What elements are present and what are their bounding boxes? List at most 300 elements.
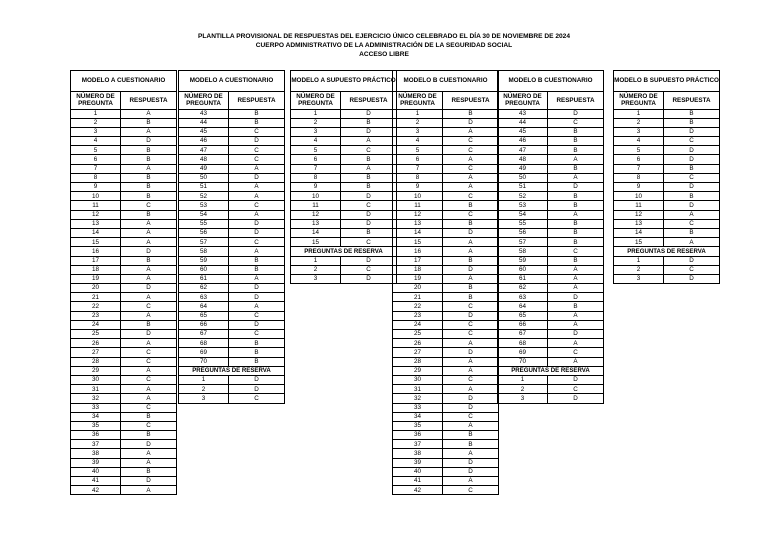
- answer-cell: A: [548, 265, 604, 274]
- answer-cell: D: [443, 394, 499, 403]
- answer-cell: B: [229, 256, 285, 265]
- answer-cell: A: [548, 339, 604, 348]
- answer-cell: A: [548, 284, 604, 293]
- question-number-cell: 55: [179, 219, 229, 228]
- question-number-cell: 24: [71, 320, 121, 329]
- table-row: [71, 477, 177, 486]
- question-number-cell: 14: [614, 228, 664, 237]
- answer-cell: C: [548, 118, 604, 127]
- reserve-question-number-cell: 1: [179, 375, 229, 384]
- answer-cell: A: [548, 155, 604, 164]
- table-row: [614, 155, 720, 164]
- question-number-cell: 20: [71, 284, 121, 293]
- question-number-cell: 29: [71, 366, 121, 375]
- table-row: [498, 228, 604, 237]
- question-number-cell: 50: [498, 173, 548, 182]
- answer-cell: B: [121, 210, 177, 219]
- question-number-cell: 55: [498, 219, 548, 228]
- question-number-cell: 21: [71, 293, 121, 302]
- question-number-cell: 17: [71, 256, 121, 265]
- table-row: [498, 302, 604, 311]
- column-header-answer: RESPUESTA: [229, 92, 285, 110]
- table-row: [393, 330, 499, 339]
- question-number-cell: 14: [291, 228, 341, 237]
- table-row: [71, 155, 177, 164]
- table-row: [393, 366, 499, 375]
- question-number-cell: 51: [179, 183, 229, 192]
- answer-cell: D: [443, 403, 499, 412]
- table-row: [498, 284, 604, 293]
- table-row: [71, 330, 177, 339]
- table-row: [179, 146, 285, 155]
- question-number-cell: 53: [498, 201, 548, 210]
- question-number-cell: 64: [179, 302, 229, 311]
- question-number-cell: 45: [179, 127, 229, 136]
- answer-cell: B: [664, 118, 720, 127]
- answer-cell: B: [548, 228, 604, 237]
- table-row: [179, 284, 285, 293]
- table-row: [393, 458, 499, 467]
- answer-cell: C: [443, 164, 499, 173]
- answer-cell: D: [121, 330, 177, 339]
- answer-cell: D: [229, 173, 285, 182]
- answer-cell: C: [229, 155, 285, 164]
- table-row: [393, 421, 499, 430]
- column-header-question-number: NÚMERO DE PREGUNTA: [614, 92, 664, 110]
- table-row: [179, 137, 285, 146]
- question-number-cell: 56: [179, 228, 229, 237]
- table-row: [179, 173, 285, 182]
- table-row: [393, 155, 499, 164]
- table-row: [393, 183, 499, 192]
- reserve-answer-cell: C: [229, 394, 285, 403]
- question-number-cell: 30: [71, 375, 121, 384]
- question-number-cell: 20: [393, 284, 443, 293]
- table-row: [393, 173, 499, 182]
- table-row: [291, 183, 397, 192]
- reserve-row: [179, 394, 285, 403]
- answer-cell: C: [548, 348, 604, 357]
- table-row: [498, 238, 604, 247]
- answer-cell: D: [548, 293, 604, 302]
- table-row: [291, 137, 397, 146]
- table-row: [393, 109, 499, 118]
- answer-cell: D: [341, 219, 397, 228]
- question-number-cell: 22: [71, 302, 121, 311]
- table-row: [71, 219, 177, 228]
- answer-cell: B: [121, 412, 177, 421]
- question-number-cell: 40: [393, 467, 443, 476]
- question-number-cell: 70: [498, 357, 548, 366]
- question-number-cell: 4: [393, 137, 443, 146]
- table-row: [71, 146, 177, 155]
- question-number-cell: 29: [393, 366, 443, 375]
- question-number-cell: 19: [393, 274, 443, 283]
- question-number-cell: 6: [291, 155, 341, 164]
- question-number-cell: 5: [71, 146, 121, 155]
- answer-cell: C: [548, 247, 604, 256]
- question-number-cell: 3: [614, 127, 664, 136]
- table-row: [393, 320, 499, 329]
- access-type: ACCESO LIBRE: [359, 51, 409, 59]
- answer-cell: C: [341, 238, 397, 247]
- answer-cell: B: [229, 118, 285, 127]
- answer-cell: A: [121, 127, 177, 136]
- table-row: [71, 486, 177, 495]
- answer-cell: B: [664, 109, 720, 118]
- column-header-row: [498, 92, 604, 110]
- answer-cell: A: [229, 247, 285, 256]
- answer-cell: B: [443, 219, 499, 228]
- reserve-questions-header: PREGUNTAS DE RESERVA: [179, 366, 285, 375]
- column-header-answer: RESPUESTA: [121, 92, 177, 110]
- question-number-cell: 13: [393, 219, 443, 228]
- reserve-answer-cell: D: [229, 375, 285, 384]
- answer-cell: A: [443, 366, 499, 375]
- answer-cell: C: [664, 173, 720, 182]
- reserve-question-number-cell: 2: [179, 385, 229, 394]
- question-number-cell: 52: [179, 192, 229, 201]
- answer-cell: B: [229, 348, 285, 357]
- reserve-answer-cell: D: [229, 385, 285, 394]
- table-row: [291, 238, 397, 247]
- answer-cell: B: [443, 440, 499, 449]
- table-row: [393, 348, 499, 357]
- table-row: [71, 339, 177, 348]
- reserve-row: [614, 274, 720, 283]
- question-number-cell: 57: [498, 238, 548, 247]
- answer-cell: C: [443, 412, 499, 421]
- table-row: [393, 403, 499, 412]
- question-number-cell: 38: [393, 449, 443, 458]
- question-number-cell: 60: [179, 265, 229, 274]
- reserve-row: [498, 394, 604, 403]
- reserve-question-number-cell: 3: [498, 394, 548, 403]
- question-number-cell: 14: [393, 228, 443, 237]
- answer-table-modelo-b-cuestionario-2: [497, 70, 604, 404]
- table-row: [71, 467, 177, 476]
- question-number-cell: 70: [179, 357, 229, 366]
- answer-cell: A: [664, 210, 720, 219]
- column-header-answer: RESPUESTA: [664, 92, 720, 110]
- answer-cell: D: [121, 247, 177, 256]
- answer-cell: B: [548, 127, 604, 136]
- question-number-cell: 62: [498, 284, 548, 293]
- answer-cell: D: [664, 183, 720, 192]
- column-header-question-number: NÚMERO DE PREGUNTA: [71, 92, 121, 110]
- question-number-cell: 2: [614, 118, 664, 127]
- answer-cell: A: [341, 164, 397, 173]
- reserve-question-number-cell: 2: [498, 385, 548, 394]
- table-row: [614, 210, 720, 219]
- question-number-cell: 69: [498, 348, 548, 357]
- question-number-cell: 66: [498, 320, 548, 329]
- table-row: [393, 339, 499, 348]
- question-number-cell: 25: [71, 330, 121, 339]
- question-number-cell: 46: [179, 137, 229, 146]
- question-number-cell: 18: [71, 265, 121, 274]
- question-number-cell: 2: [71, 118, 121, 127]
- answer-cell: D: [229, 137, 285, 146]
- answer-cell: A: [121, 385, 177, 394]
- question-number-cell: 12: [614, 210, 664, 219]
- table-row: [71, 421, 177, 430]
- answer-cell: D: [121, 137, 177, 146]
- answer-cell: C: [341, 146, 397, 155]
- table-row: [71, 164, 177, 173]
- answer-cell: B: [121, 192, 177, 201]
- answer-cell: C: [229, 127, 285, 136]
- answer-cell: A: [443, 339, 499, 348]
- answer-cell: A: [443, 155, 499, 164]
- reserve-questions-header: PREGUNTAS DE RESERVA: [498, 366, 604, 375]
- question-number-cell: 12: [71, 210, 121, 219]
- column-header-question-number: NÚMERO DE PREGUNTA: [393, 92, 443, 110]
- question-number-cell: 24: [393, 320, 443, 329]
- table-row: [393, 192, 499, 201]
- table-row: [179, 219, 285, 228]
- answer-cell: C: [443, 320, 499, 329]
- answer-cell: B: [664, 192, 720, 201]
- reserve-answer-cell: D: [548, 375, 604, 384]
- reserve-header-row: [291, 247, 397, 256]
- table-row: [71, 320, 177, 329]
- question-number-cell: 26: [393, 339, 443, 348]
- answer-cell: A: [121, 293, 177, 302]
- table-row: [393, 449, 499, 458]
- answer-cell: C: [121, 357, 177, 366]
- answer-cell: A: [121, 228, 177, 237]
- reserve-answer-cell: D: [664, 256, 720, 265]
- question-number-cell: 67: [498, 330, 548, 339]
- question-number-cell: 59: [179, 256, 229, 265]
- answer-cell: B: [443, 109, 499, 118]
- question-number-cell: 31: [393, 385, 443, 394]
- question-number-cell: 41: [393, 477, 443, 486]
- question-number-cell: 47: [179, 146, 229, 155]
- question-number-cell: 46: [498, 137, 548, 146]
- question-number-cell: 19: [71, 274, 121, 283]
- answer-cell: A: [121, 339, 177, 348]
- question-number-cell: 45: [498, 127, 548, 136]
- question-number-cell: 48: [179, 155, 229, 164]
- table-row: [614, 164, 720, 173]
- table-row: [71, 458, 177, 467]
- question-number-cell: 40: [71, 467, 121, 476]
- question-number-cell: 61: [498, 274, 548, 283]
- question-number-cell: 3: [71, 127, 121, 136]
- table-row: [393, 486, 499, 495]
- table-row: [71, 284, 177, 293]
- answer-cell: C: [443, 330, 499, 339]
- table-row: [393, 210, 499, 219]
- question-number-cell: 26: [71, 339, 121, 348]
- table-row: [614, 192, 720, 201]
- table-row: [71, 311, 177, 320]
- answer-cell: D: [443, 348, 499, 357]
- question-number-cell: 63: [179, 293, 229, 302]
- question-number-cell: 52: [498, 192, 548, 201]
- question-number-cell: 61: [179, 274, 229, 283]
- answer-cell: B: [443, 293, 499, 302]
- question-number-cell: 69: [179, 348, 229, 357]
- table-row: [71, 210, 177, 219]
- answer-cell: C: [664, 219, 720, 228]
- table-row: [393, 412, 499, 421]
- question-number-cell: 39: [71, 458, 121, 467]
- table-row: [498, 274, 604, 283]
- question-number-cell: 57: [179, 238, 229, 247]
- table-row: [179, 274, 285, 283]
- question-number-cell: 17: [393, 256, 443, 265]
- answer-cell: D: [443, 458, 499, 467]
- table-row: [393, 477, 499, 486]
- question-number-cell: 1: [71, 109, 121, 118]
- answer-cell: D: [443, 265, 499, 274]
- question-number-cell: 44: [179, 118, 229, 127]
- answer-cell: A: [121, 458, 177, 467]
- question-number-cell: 31: [71, 385, 121, 394]
- question-number-cell: 10: [71, 192, 121, 201]
- table-row: [179, 238, 285, 247]
- answer-cell: A: [121, 449, 177, 458]
- answer-cell: A: [443, 385, 499, 394]
- table-row: [393, 431, 499, 440]
- answer-cell: B: [664, 164, 720, 173]
- question-number-cell: 10: [291, 192, 341, 201]
- question-number-cell: 4: [614, 137, 664, 146]
- table-row: [393, 127, 499, 136]
- question-number-cell: 7: [614, 164, 664, 173]
- answer-cell: D: [664, 127, 720, 136]
- question-number-cell: 13: [291, 219, 341, 228]
- question-number-cell: 60: [498, 265, 548, 274]
- table-row: [393, 137, 499, 146]
- answer-cell: A: [121, 238, 177, 247]
- table-row: [614, 109, 720, 118]
- answer-cell: B: [121, 155, 177, 164]
- reserve-header-row: [179, 366, 285, 375]
- answer-cell: D: [341, 127, 397, 136]
- answer-cell: B: [664, 228, 720, 237]
- reserve-answer-cell: D: [341, 256, 397, 265]
- question-number-cell: 15: [291, 238, 341, 247]
- table-row: [393, 293, 499, 302]
- answer-cell: C: [443, 375, 499, 384]
- reserve-question-number-cell: 3: [291, 274, 341, 283]
- question-number-cell: 28: [71, 357, 121, 366]
- question-number-cell: 21: [393, 293, 443, 302]
- column-header-answer: RESPUESTA: [443, 92, 499, 110]
- answer-cell: A: [443, 247, 499, 256]
- answer-cell: C: [121, 201, 177, 210]
- answer-cell: D: [548, 109, 604, 118]
- column-header-row: [393, 92, 499, 110]
- table-row: [393, 256, 499, 265]
- table-row: [179, 109, 285, 118]
- answer-cell: D: [229, 293, 285, 302]
- answer-cell: D: [548, 183, 604, 192]
- table-row: [614, 137, 720, 146]
- answer-cell: A: [548, 274, 604, 283]
- table-row: [179, 118, 285, 127]
- answer-cell: A: [664, 238, 720, 247]
- answer-cell: B: [341, 228, 397, 237]
- answer-cell: A: [443, 421, 499, 430]
- table-row: [291, 219, 397, 228]
- reserve-question-number-cell: 1: [291, 256, 341, 265]
- answer-table-modelo-b-supuesto-practico: [613, 70, 720, 284]
- reserve-answer-cell: C: [548, 385, 604, 394]
- table-row: [71, 302, 177, 311]
- answer-cell: B: [121, 320, 177, 329]
- answer-cell: C: [443, 146, 499, 155]
- table-title: MODELO B SUPUESTO PRÁCTICO: [614, 71, 720, 92]
- reserve-answer-cell: D: [341, 274, 397, 283]
- table-row: [179, 256, 285, 265]
- answer-cell: C: [443, 486, 499, 495]
- question-number-cell: 15: [71, 238, 121, 247]
- answer-cell: A: [121, 486, 177, 495]
- answer-cell: A: [443, 477, 499, 486]
- table-row: [393, 385, 499, 394]
- table-row: [498, 339, 604, 348]
- column-header-answer: RESPUESTA: [548, 92, 604, 110]
- table-row: [614, 173, 720, 182]
- table-title: MODELO B CUESTIONARIO: [393, 71, 499, 92]
- answer-table-modelo-b-cuestionario-1: [392, 70, 499, 495]
- answer-cell: B: [548, 137, 604, 146]
- answer-cell: A: [548, 173, 604, 182]
- table-row: [71, 127, 177, 136]
- question-number-cell: 34: [393, 412, 443, 421]
- table-row: [498, 348, 604, 357]
- answer-cell: B: [121, 256, 177, 265]
- table-row: [498, 192, 604, 201]
- answer-cell: B: [341, 118, 397, 127]
- table-row: [291, 201, 397, 210]
- table-row: [498, 155, 604, 164]
- table-row: [393, 118, 499, 127]
- answer-cell: C: [229, 330, 285, 339]
- table-row: [393, 375, 499, 384]
- answer-cell: A: [548, 320, 604, 329]
- answer-cell: A: [443, 183, 499, 192]
- answer-cell: D: [229, 284, 285, 293]
- table-row: [71, 109, 177, 118]
- question-number-cell: 7: [291, 164, 341, 173]
- answer-cell: D: [121, 284, 177, 293]
- answer-cell: A: [548, 210, 604, 219]
- answer-cell: B: [341, 183, 397, 192]
- question-number-cell: 9: [393, 183, 443, 192]
- question-number-cell: 4: [291, 137, 341, 146]
- answer-cell: C: [121, 348, 177, 357]
- table-row: [614, 146, 720, 155]
- reserve-row: [291, 256, 397, 265]
- question-number-cell: 64: [498, 302, 548, 311]
- table-row: [498, 137, 604, 146]
- table-row: [614, 228, 720, 237]
- question-number-cell: 38: [71, 449, 121, 458]
- answer-table-modelo-a-cuestionario-1: [70, 70, 177, 495]
- table-row: [393, 228, 499, 237]
- question-number-cell: 37: [393, 440, 443, 449]
- reserve-question-number-cell: 1: [498, 375, 548, 384]
- reserve-question-number-cell: 3: [614, 274, 664, 283]
- column-header-answer: RESPUESTA: [341, 92, 397, 110]
- answer-cell: B: [443, 201, 499, 210]
